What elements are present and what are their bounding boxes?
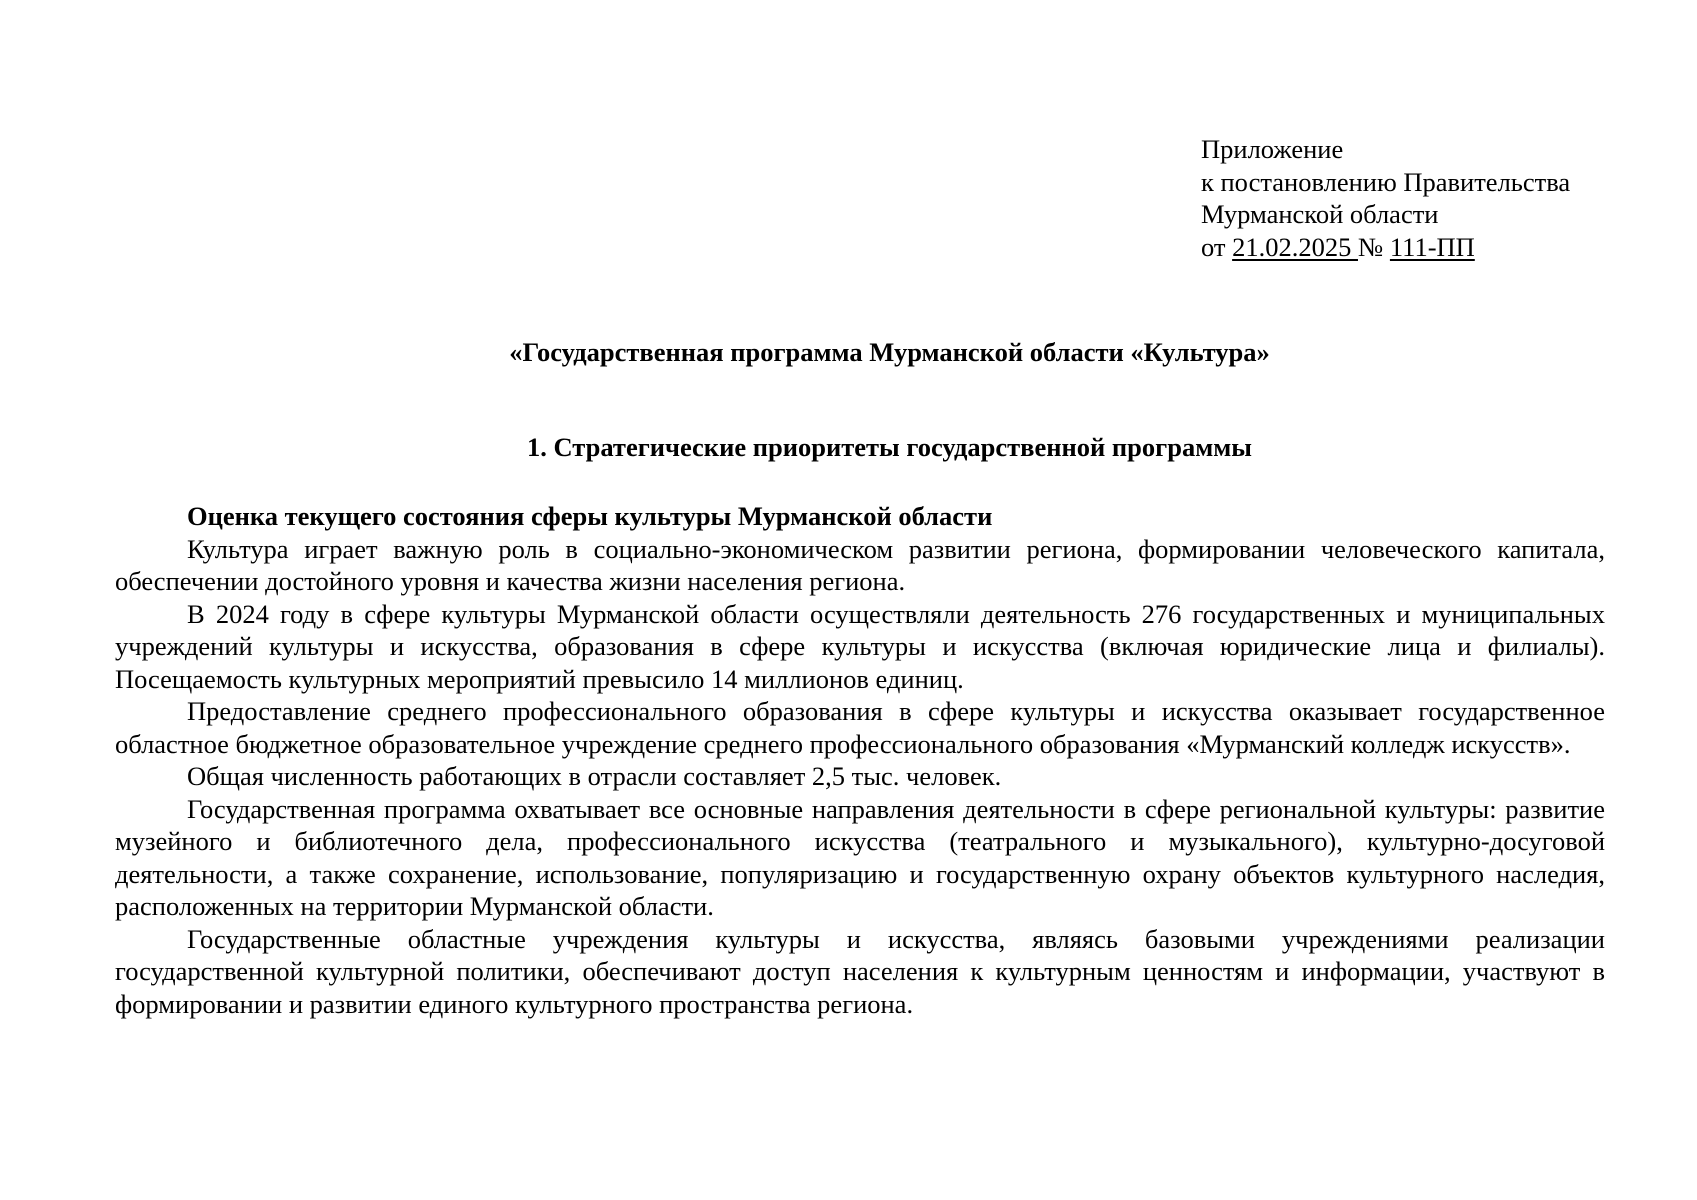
resolution-date: 21.02.2025	[1232, 231, 1358, 262]
subheading: Оценка текущего состояния сферы культуры Мурманской области	[187, 501, 993, 531]
paragraph: В 2024 году в сфере культуры Мурманской области осуществляли деятельность 276 государственных и муниципальных учреждений культуры и искусства, образования в сфере культуры и искусства (включая юридические лица и филиалы). Посещаемость культурных мероприятий превысило 14 миллионов единиц.	[115, 598, 1605, 694]
date-prefix: от	[1201, 231, 1233, 262]
paragraph: Предоставление среднего профессионального образования в сфере культуры и искусства оказывает государственное областное бюджетное образовательное учреждение среднего профессионального образования «Мурманский колледж искусств».	[115, 696, 1605, 759]
section-title: 1. Стратегические приоритеты государственной программы	[527, 432, 1252, 462]
paragraph: Государственная программа охватывает все основные направления деятельности в сфере региональной культуры: развитие музейного и библиотечного дела, профессионального искусства (театрального и музыкального), культурно-досуговой деятельности, а также сохранение, использование, популяризацию и государственную охрану объектов культурного наследия, расположенных на территории Мурманской области.	[115, 793, 1605, 921]
number-sign: №	[1357, 231, 1390, 262]
document-body	[115, 500, 1605, 1020]
appendix-date-line	[1201, 231, 1570, 264]
document-title: «Государственная программа Мурманской области «Культура»	[509, 337, 1270, 367]
resolution-number: 111-ПП	[1389, 231, 1475, 262]
paragraph: Общая численность работающих в отрасли составляет 2,5 тыс. человек.	[187, 761, 1002, 791]
appendix-label: Приложение	[1201, 134, 1344, 164]
appendix-block	[1201, 133, 1570, 263]
appendix-region-line: Мурманской области	[1201, 199, 1439, 229]
paragraph: Культура играет важную роль в социально-экономическом развитии региона, формировании человеческого капитала, обеспечении достойного уровня и качества жизни населения региона.	[115, 533, 1605, 596]
paragraph: Государственные областные учреждения культуры и искусства, являясь базовыми учреждениями реализации государственной культурной политики, обеспечивают доступ населения к культурным ценностям и информации, участвуют в формировании и развитии единого культурного пространства региона.	[115, 923, 1605, 1019]
appendix-resolution-line: к постановлению Правительства	[1201, 166, 1571, 197]
